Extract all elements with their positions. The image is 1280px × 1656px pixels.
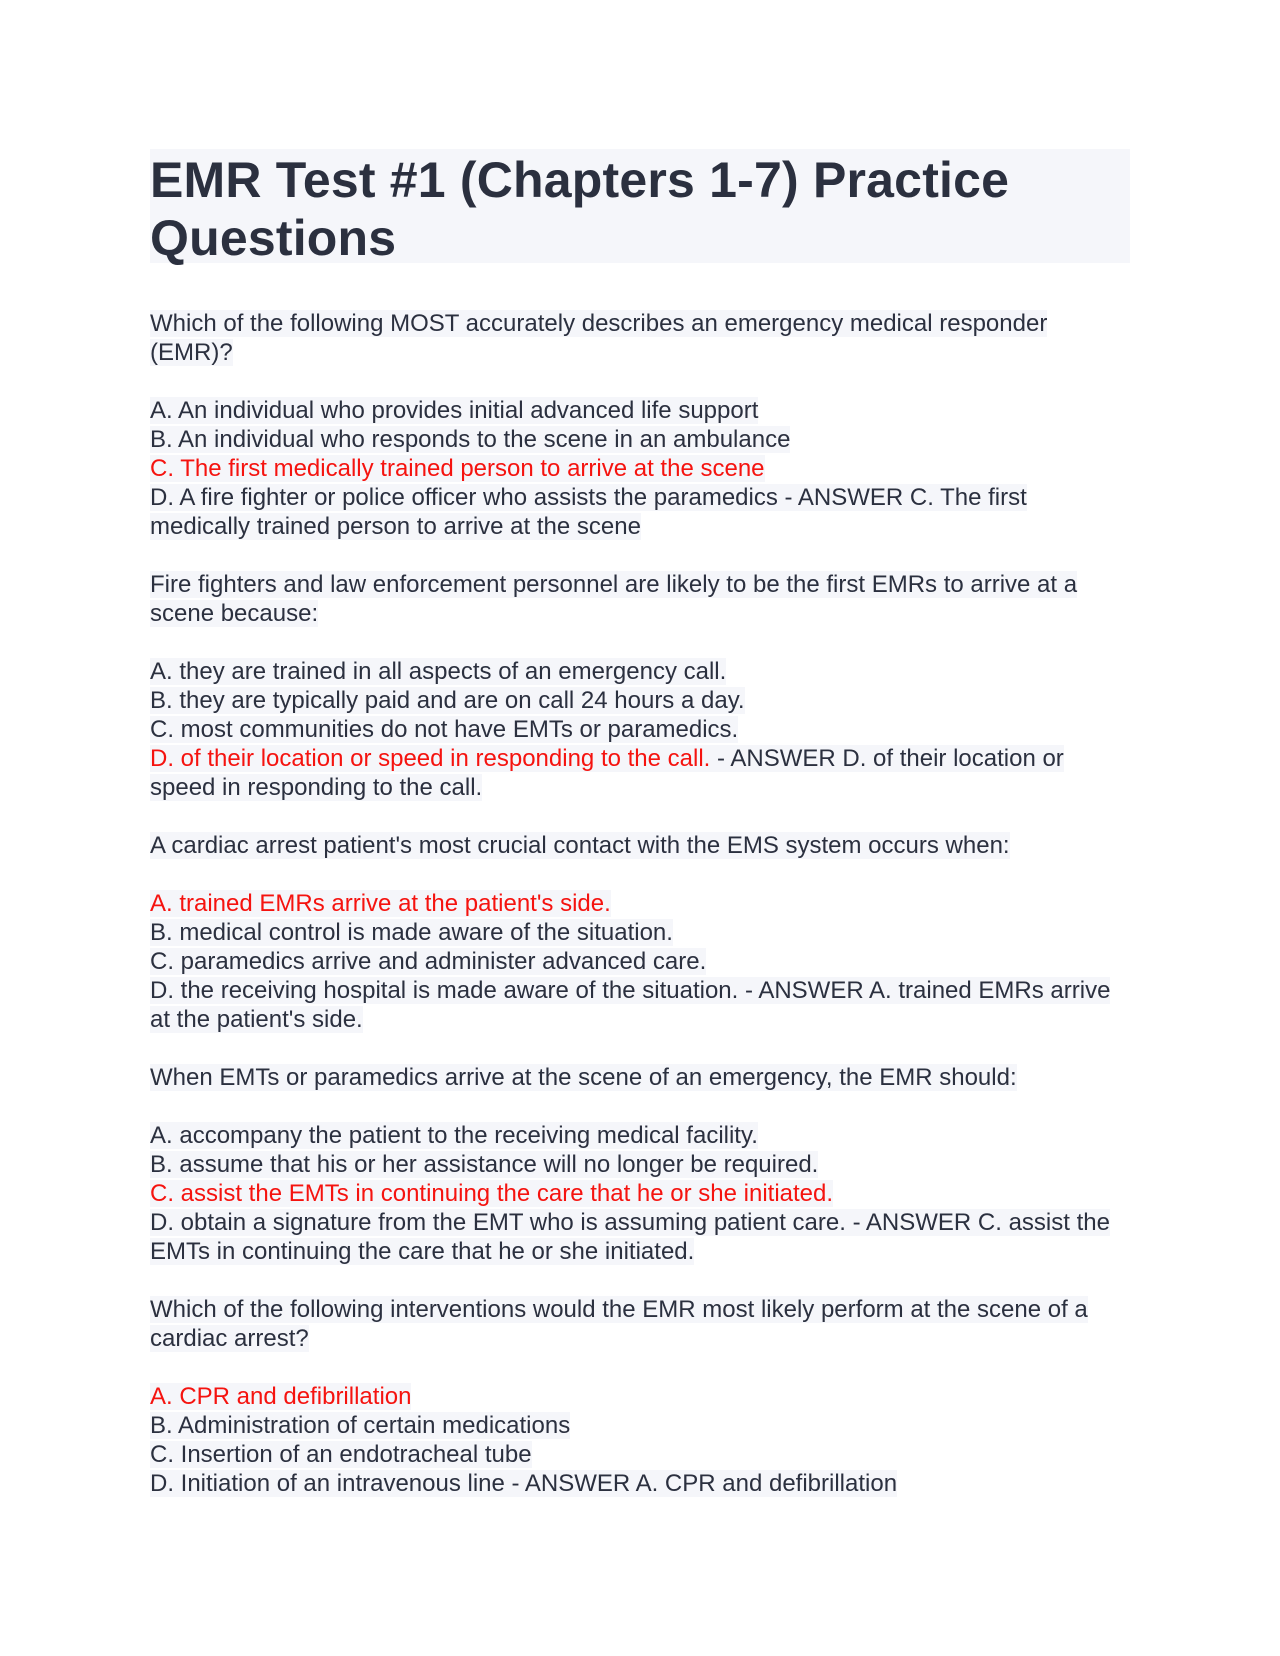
- answer-text: - ANSWER D. of their location or speed in responding to the call.: [150, 745, 1064, 801]
- option-d: D. A fire fighter or police officer who assists the paramedics: [150, 484, 778, 511]
- answer-text: - ANSWER A. CPR and defibrillation: [504, 1470, 898, 1497]
- option-a: A. they are trained in all aspects of an emergency call.: [150, 658, 727, 685]
- option-d: D. obtain a signature from the EMT who is assuming patient care.: [150, 1209, 846, 1236]
- title-block: [150, 149, 1130, 266]
- question-block-1: [150, 309, 1130, 541]
- questions-list: [150, 309, 1130, 1498]
- question-prompt: Fire fighters and law enforcement personnel are likely to be the first EMRs to arrive at a scene because:: [150, 571, 1078, 627]
- option-b: B. medical control is made aware of the situation.: [150, 919, 673, 946]
- option-c: C. Insertion of an endotracheal tube: [150, 1441, 532, 1468]
- option-b: B. they are typically paid and are on call 24 hours a day.: [150, 687, 745, 714]
- question-prompt: When EMTs or paramedics arrive at the scene of an emergency, the EMR should:: [150, 1064, 1017, 1091]
- question-block-5: [150, 1295, 1130, 1498]
- option-c-correct: C. The first medically trained person to arrive at the scene: [150, 455, 765, 482]
- answer-text: - ANSWER C. The first medically trained person to arrive at the scene: [150, 484, 1027, 540]
- question-block-4: [150, 1063, 1130, 1266]
- option-a: A. accompany the patient to the receiving medical facility.: [150, 1122, 758, 1149]
- option-d: D. the receiving hospital is made aware of the situation.: [150, 977, 739, 1004]
- option-d: D. Initiation of an intravenous line: [150, 1470, 505, 1497]
- option-c: C. most communities do not have EMTs or paramedics.: [150, 716, 739, 743]
- document-page: [150, 149, 1130, 1527]
- option-a-correct: A. trained EMRs arrive at the patient's side.: [150, 890, 611, 917]
- question-block-2: [150, 570, 1130, 802]
- question-prompt: A cardiac arrest patient's most crucial contact with the EMS system occurs when:: [150, 832, 1010, 859]
- question-prompt: Which of the following MOST accurately describes an emergency medical responder (EMR)?: [150, 310, 1048, 366]
- option-a: A. An individual who provides initial advanced life support: [150, 397, 759, 424]
- option-b: B. assume that his or her assistance will no longer be required.: [150, 1151, 819, 1178]
- question-block-3: [150, 831, 1130, 1034]
- document-title: EMR Test #1 (Chapters 1-7) Practice Questions: [150, 152, 1010, 266]
- option-c: C. paramedics arrive and administer advanced care.: [150, 948, 707, 975]
- option-d-correct: D. of their location or speed in responding to the call.: [150, 745, 711, 772]
- answer-text: - ANSWER C. assist the EMTs in continuing the care that he or she initiated.: [150, 1209, 1110, 1265]
- answer-text: - ANSWER A. trained EMRs arrive at the patient's side.: [150, 977, 1111, 1033]
- option-b: B. An individual who responds to the scene in an ambulance: [150, 426, 791, 453]
- option-a-correct: A. CPR and defibrillation: [150, 1383, 412, 1410]
- question-prompt: Which of the following interventions would the EMR most likely perform at the scene of a cardiac arrest?: [150, 1296, 1088, 1352]
- option-c-correct: C. assist the EMTs in continuing the care that he or she initiated.: [150, 1180, 834, 1207]
- option-b: B. Administration of certain medications: [150, 1412, 571, 1439]
